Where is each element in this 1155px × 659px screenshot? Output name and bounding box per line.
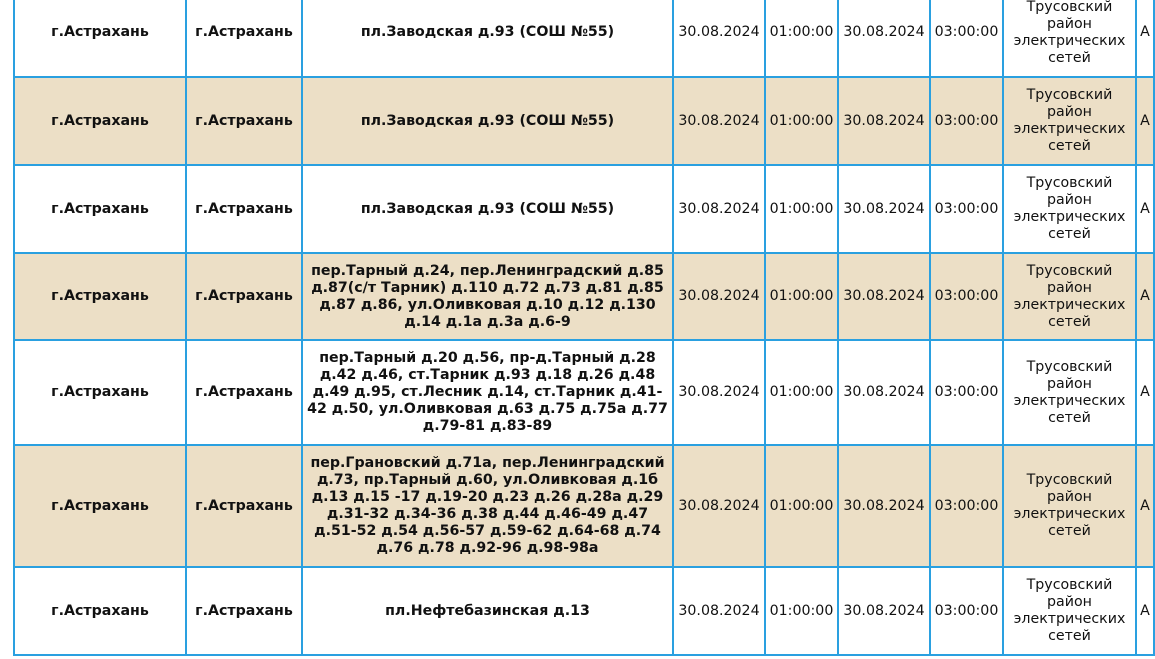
- table-row: [14, 340, 1154, 445]
- locality-cell: г.Астрахань: [186, 0, 302, 77]
- region-cell: г.Астрахань: [14, 445, 186, 567]
- district-cell: Трусовский район электрических сетей: [1003, 445, 1136, 567]
- start-time-cell: 01:00:00: [765, 165, 838, 253]
- address-cell: пл.Заводская д.93 (СОШ №55): [302, 77, 673, 165]
- end-time-cell: 03:00:00: [930, 165, 1003, 253]
- locality-cell: г.Астрахань: [186, 567, 302, 655]
- end-date-cell: 30.08.2024: [838, 253, 930, 340]
- next-column-cell: А: [1136, 445, 1154, 567]
- district-cell: Трусовский район электрических сетей: [1003, 253, 1136, 340]
- outage-schedule-table: [13, 0, 1155, 656]
- district-cell: Трусовский район электрических сетей: [1003, 0, 1136, 77]
- region-cell: г.Астрахань: [14, 0, 186, 77]
- start-time-cell: 01:00:00: [765, 340, 838, 445]
- start-date-cell: 30.08.2024: [673, 445, 765, 567]
- locality-cell: г.Астрахань: [186, 253, 302, 340]
- end-date-cell: 30.08.2024: [838, 340, 930, 445]
- next-column-cell: А: [1136, 340, 1154, 445]
- table-row: [14, 445, 1154, 567]
- end-time-cell: 03:00:00: [930, 340, 1003, 445]
- next-column-cell: А: [1136, 253, 1154, 340]
- end-time-cell: 03:00:00: [930, 253, 1003, 340]
- address-cell: пер.Грановский д.71а, пер.Ленинградский д.73, пр.Тарный д.60, ул.Оливковая д.1б д.13 д.15 -17 д.19-20 д.23 д.26 д.28а д.29 д.31-32 д.34-36 д.38 д.44 д.46-49 д.47 д.51-52 д.54 д.56-57 д.59-62 д.64-68 д.74 д.76 д.78 д.92-96 д.98-98а: [302, 445, 673, 567]
- start-date-cell: 30.08.2024: [673, 77, 765, 165]
- address-cell: пер.Тарный д.20 д.56, пр-д.Тарный д.28 д.42 д.46, ст.Тарник д.93 д.18 д.26 д.48 д.49 д.95, ст.Лесник д.14, ст.Тарник д.41-42 д.50, ул.Оливковая д.63 д.75 д.75а д.77 д.79-81 д.83-89: [302, 340, 673, 445]
- end-date-cell: 30.08.2024: [838, 445, 930, 567]
- start-time-cell: 01:00:00: [765, 77, 838, 165]
- address-cell: пл.Заводская д.93 (СОШ №55): [302, 165, 673, 253]
- start-date-cell: 30.08.2024: [673, 165, 765, 253]
- start-time-cell: 01:00:00: [765, 253, 838, 340]
- table-row: [14, 165, 1154, 253]
- end-date-cell: 30.08.2024: [838, 0, 930, 77]
- next-column-cell: А: [1136, 165, 1154, 253]
- start-time-cell: 01:00:00: [765, 445, 838, 567]
- end-date-cell: 30.08.2024: [838, 567, 930, 655]
- end-time-cell: 03:00:00: [930, 77, 1003, 165]
- address-cell: пл.Заводская д.93 (СОШ №55): [302, 0, 673, 77]
- region-cell: г.Астрахань: [14, 165, 186, 253]
- locality-cell: г.Астрахань: [186, 445, 302, 567]
- start-time-cell: 01:00:00: [765, 567, 838, 655]
- region-cell: г.Астрахань: [14, 253, 186, 340]
- district-cell: Трусовский район электрических сетей: [1003, 567, 1136, 655]
- end-time-cell: 03:00:00: [930, 445, 1003, 567]
- next-column-cell: А: [1136, 0, 1154, 77]
- next-column-cell: А: [1136, 567, 1154, 655]
- start-date-cell: 30.08.2024: [673, 340, 765, 445]
- district-cell: Трусовский район электрических сетей: [1003, 77, 1136, 165]
- region-cell: г.Астрахань: [14, 340, 186, 445]
- district-cell: Трусовский район электрических сетей: [1003, 165, 1136, 253]
- address-cell: пл.Нефтебазинская д.13: [302, 567, 673, 655]
- table-row: [14, 253, 1154, 340]
- start-date-cell: 30.08.2024: [673, 567, 765, 655]
- end-time-cell: 03:00:00: [930, 567, 1003, 655]
- end-date-cell: 30.08.2024: [838, 165, 930, 253]
- region-cell: г.Астрахань: [14, 77, 186, 165]
- region-cell: г.Астрахань: [14, 567, 186, 655]
- locality-cell: г.Астрахань: [186, 77, 302, 165]
- start-time-cell: 01:00:00: [765, 0, 838, 77]
- table-row: [14, 567, 1154, 655]
- end-time-cell: 03:00:00: [930, 0, 1003, 77]
- district-cell: Трусовский район электрических сетей: [1003, 340, 1136, 445]
- address-cell: пер.Тарный д.24, пер.Ленинградский д.85 д.87(с/т Тарник) д.110 д.72 д.73 д.81 д.85 д.87 д.86, ул.Оливковая д.10 д.12 д.130 д.14 д.1а д.3а д.6-9: [302, 253, 673, 340]
- table-row: [14, 77, 1154, 165]
- start-date-cell: 30.08.2024: [673, 253, 765, 340]
- table-row: [14, 0, 1154, 77]
- next-column-cell: А: [1136, 77, 1154, 165]
- locality-cell: г.Астрахань: [186, 165, 302, 253]
- start-date-cell: 30.08.2024: [673, 0, 765, 77]
- end-date-cell: 30.08.2024: [838, 77, 930, 165]
- locality-cell: г.Астрахань: [186, 340, 302, 445]
